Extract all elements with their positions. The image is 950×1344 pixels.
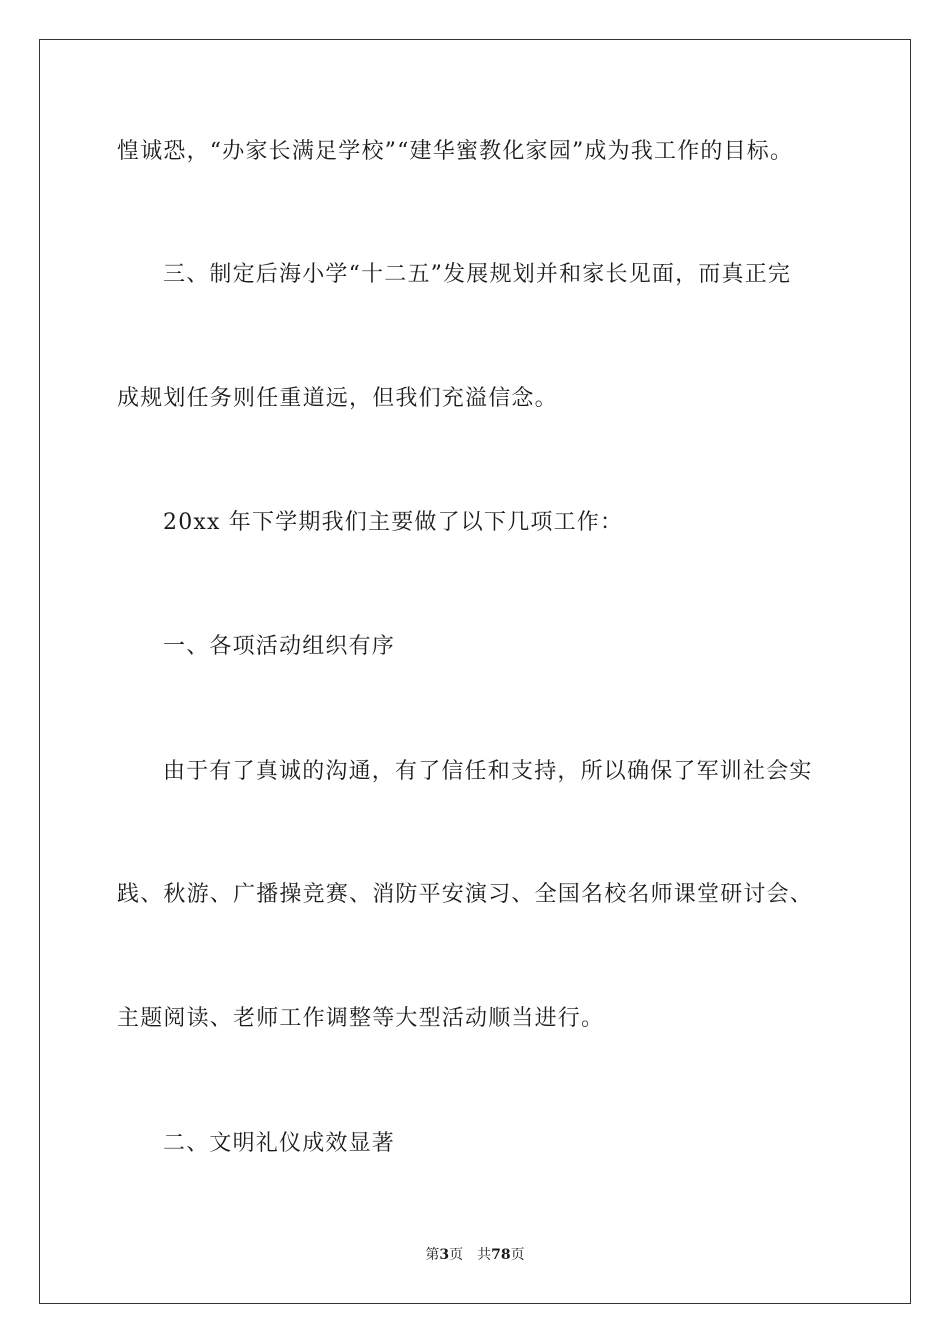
footer-total-prefix: 共 (477, 1247, 492, 1263)
footer-page-prefix: 第 (425, 1247, 440, 1263)
section-heading-1: 一、各项活动组织有序 (163, 634, 396, 659)
footer-page-number: 3 (439, 1247, 450, 1263)
paragraph-line-4: 20xx 年下学期我们主要做了以下几项工作： (163, 510, 624, 535)
paragraph-line-7: 主题阅读、老师工作调整等大型活动顺当进行。 (117, 1006, 605, 1031)
footer-page-suffix: 页 (449, 1247, 464, 1263)
paragraph-line-1: 惶诚恐，“办家长满足学校”“建华蜜教化家园”成为我工作的目标。 (117, 139, 794, 164)
paragraph-line-6: 践、秋游、广播操竞赛、消防平安演习、全国名校名师课堂研讨会、 (117, 882, 814, 907)
footer-total-suffix: 页 (510, 1247, 525, 1263)
paragraph-line-3: 成规划任务则任重道远，但我们充溢信念。 (117, 386, 558, 411)
paragraph-line-5: 由于有了真诚的沟通，有了信任和支持，所以确保了军训社会实 (163, 759, 813, 784)
section-heading-2: 二、文明礼仪成效显著 (163, 1131, 396, 1156)
paragraph-line-2: 三、制定后海小学“十二五”发展规划并和家长见面，而真正完 (163, 262, 792, 287)
footer-total-pages: 78 (491, 1247, 511, 1263)
page-border (39, 39, 911, 1304)
page-footer (0, 1245, 950, 1265)
